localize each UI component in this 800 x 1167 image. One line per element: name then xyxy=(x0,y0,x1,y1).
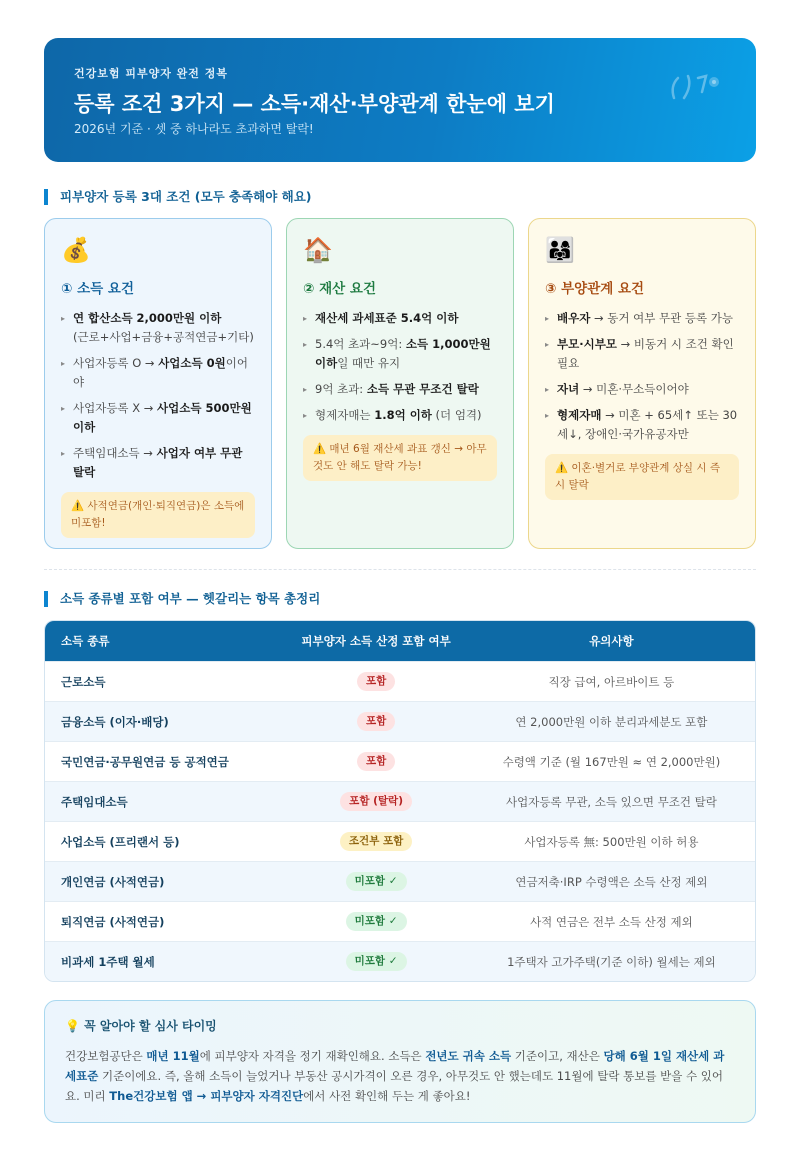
list-item: ▸ 사업자등록 O → 사업소득 0원이어야 xyxy=(61,354,255,392)
list-item: ▸ 연 합산소득 2,000만원 이하 (근로+사업+금융+공적연금+기타) xyxy=(61,309,255,347)
card-income xyxy=(44,218,272,549)
column-header: 유의사항 xyxy=(589,634,634,648)
divider xyxy=(44,569,756,570)
hero-subtitle: 2026년 기준 · 셋 중 하나라도 초과하면 탈락! xyxy=(74,122,314,136)
note-cell: 사업자등록 無: 500만원 이하 허용 xyxy=(524,834,699,849)
income-type-cell: 근로소득 xyxy=(61,674,106,689)
money-bag-icon: 💰 xyxy=(61,236,91,264)
inclusion-cell xyxy=(284,832,467,851)
tip-title: 💡 꼭 알아야 할 심사 타이밍 xyxy=(65,1019,217,1033)
table-row xyxy=(45,821,755,861)
list-item: ▸ 부모·시부모 → 비동거 시 조건 확인 필요 xyxy=(545,335,739,373)
table-row xyxy=(45,901,755,941)
tip-box xyxy=(44,1000,756,1123)
card-title: ② 재산 요건 xyxy=(303,281,376,297)
income-type-cell: 국민연금·공무원연금 등 공적연금 xyxy=(61,754,229,769)
inclusion-cell xyxy=(284,752,467,771)
section-title-income-types: 소득 종류별 포함 여부 — 헷갈리는 항목 총정리 xyxy=(44,591,320,607)
note-cell: 사업자등록 무관, 소득 있으면 무조건 탈락 xyxy=(506,794,717,809)
section-title-conditions: 피부양자 등록 3대 조건 (모두 충족해야 해요) xyxy=(44,189,312,205)
inclusion-cell xyxy=(284,912,467,931)
note-cell: 연금저축·IRP 수령액은 소득 산정 제외 xyxy=(515,874,708,889)
tip-body: 건강보험공단은 매년 11월에 피부양자 자격을 정기 재확인해요. 소득은 전년도 귀속 소득 기준이고, 재산은 당해 6월 1일 재산세 과세표준 기준이에요. 즉, 올해 소득이 늘었거나 부동산 공시가격이 오른 경우, 아무것도 안 했는데도 11월에 탈락 통보를 받을 수 있어요. 미리 The건강보험 앱 → 피부양자 자격진단에서 사전 확인해 두는 게 좋아요! xyxy=(65,1049,725,1103)
list-item: ▸ 9억 초과: 소득 무관 무조건 탈락 xyxy=(303,380,497,399)
card-property xyxy=(286,218,514,549)
status-badge: 미포함 ✓ xyxy=(346,952,407,971)
card-title: ① 소득 요건 xyxy=(61,281,134,297)
column-header: 소득 종류 xyxy=(61,634,110,648)
status-badge: 미포함 ✓ xyxy=(346,872,407,891)
table-row xyxy=(45,701,755,741)
income-type-cell: 비과세 1주택 월세 xyxy=(61,954,155,969)
hero-title: 등록 조건 3가지 — 소득·재산·부양관계 한눈에 보기 xyxy=(74,92,555,116)
stethoscope-icon xyxy=(666,68,726,108)
warning-note: ⚠️ 매년 6월 재산세 과표 갱신 → 아무것도 안 해도 탈락 가능! xyxy=(303,435,497,481)
table-row xyxy=(45,781,755,821)
hero-eyebrow: 건강보험 피부양자 완전 정복 xyxy=(74,67,228,80)
list-item: ▸ 형제자매는 1.8억 이하 (더 엄격) xyxy=(303,406,497,425)
table-row xyxy=(45,741,755,781)
table-row xyxy=(45,661,755,701)
list-item: ▸ 재산세 과세표준 5.4억 이하 xyxy=(303,309,497,328)
card-dependency xyxy=(528,218,756,549)
inclusion-cell xyxy=(284,672,467,691)
list-item: ▸ 사업자등록 X → 사업소득 500만원 이하 xyxy=(61,399,255,437)
status-badge: 포함 xyxy=(357,672,395,691)
card-title: ③ 부양관계 요건 xyxy=(545,281,645,297)
inclusion-cell xyxy=(284,792,467,811)
note-cell: 직장 급여, 아르바이트 등 xyxy=(548,674,675,689)
table-row xyxy=(45,861,755,901)
list-item: ▸ 배우자 → 동거 여부 무관 등록 가능 xyxy=(545,309,739,328)
income-type-cell: 퇴직연금 (사적연금) xyxy=(61,914,165,929)
hero-banner xyxy=(44,38,756,162)
warning-note: ⚠️ 사적연금(개인·퇴직연금)은 소득에 미포함! xyxy=(61,492,255,538)
list-item: ▸ 자녀 → 미혼·무소득이어야 xyxy=(545,380,739,399)
note-cell: 연 2,000만원 이하 분리과세분도 포함 xyxy=(515,714,708,729)
table-row xyxy=(45,941,755,981)
note-cell: 사적 연금은 전부 소득 산정 제외 xyxy=(530,914,693,929)
status-badge: 포함 xyxy=(357,752,395,771)
status-badge: 조건부 포함 xyxy=(340,832,412,851)
house-icon: 🏠 xyxy=(303,236,333,264)
income-type-cell: 사업소득 (프리랜서 등) xyxy=(61,834,180,849)
table-header xyxy=(45,621,755,661)
column-header: 피부양자 소득 산정 포함 여부 xyxy=(301,634,451,648)
note-cell: 1주택자 고가주택(기준 이하) 월세는 제외 xyxy=(507,954,716,969)
status-badge: 포함 (탈락) xyxy=(340,792,412,811)
family-icon: 👨‍👩‍👧 xyxy=(545,236,575,264)
inclusion-cell xyxy=(284,952,467,971)
warning-note: ⚠️ 이혼·별거로 부양관계 상실 시 즉시 탈락 xyxy=(545,454,739,500)
list-item: ▸ 5.4억 초과~9억: 소득 1,000만원 이하일 때만 유지 xyxy=(303,335,497,373)
list-item: ▸ 주택임대소득 → 사업자 여부 무관 탈락 xyxy=(61,444,255,482)
income-type-cell: 금융소득 (이자·배당) xyxy=(61,714,169,729)
income-type-cell: 개인연금 (사적연금) xyxy=(61,874,165,889)
income-type-table xyxy=(44,620,756,982)
status-badge: 미포함 ✓ xyxy=(346,912,407,931)
list-item: ▸ 형제자매 → 미혼 + 65세↑ 또는 30세↓, 장애인·국가유공자만 xyxy=(545,406,739,444)
inclusion-cell xyxy=(284,712,467,731)
inclusion-cell xyxy=(284,872,467,891)
income-type-cell: 주택임대소득 xyxy=(61,794,128,809)
status-badge: 포함 xyxy=(357,712,395,731)
note-cell: 수령액 기준 (월 167만원 ≈ 연 2,000만원) xyxy=(502,754,721,769)
